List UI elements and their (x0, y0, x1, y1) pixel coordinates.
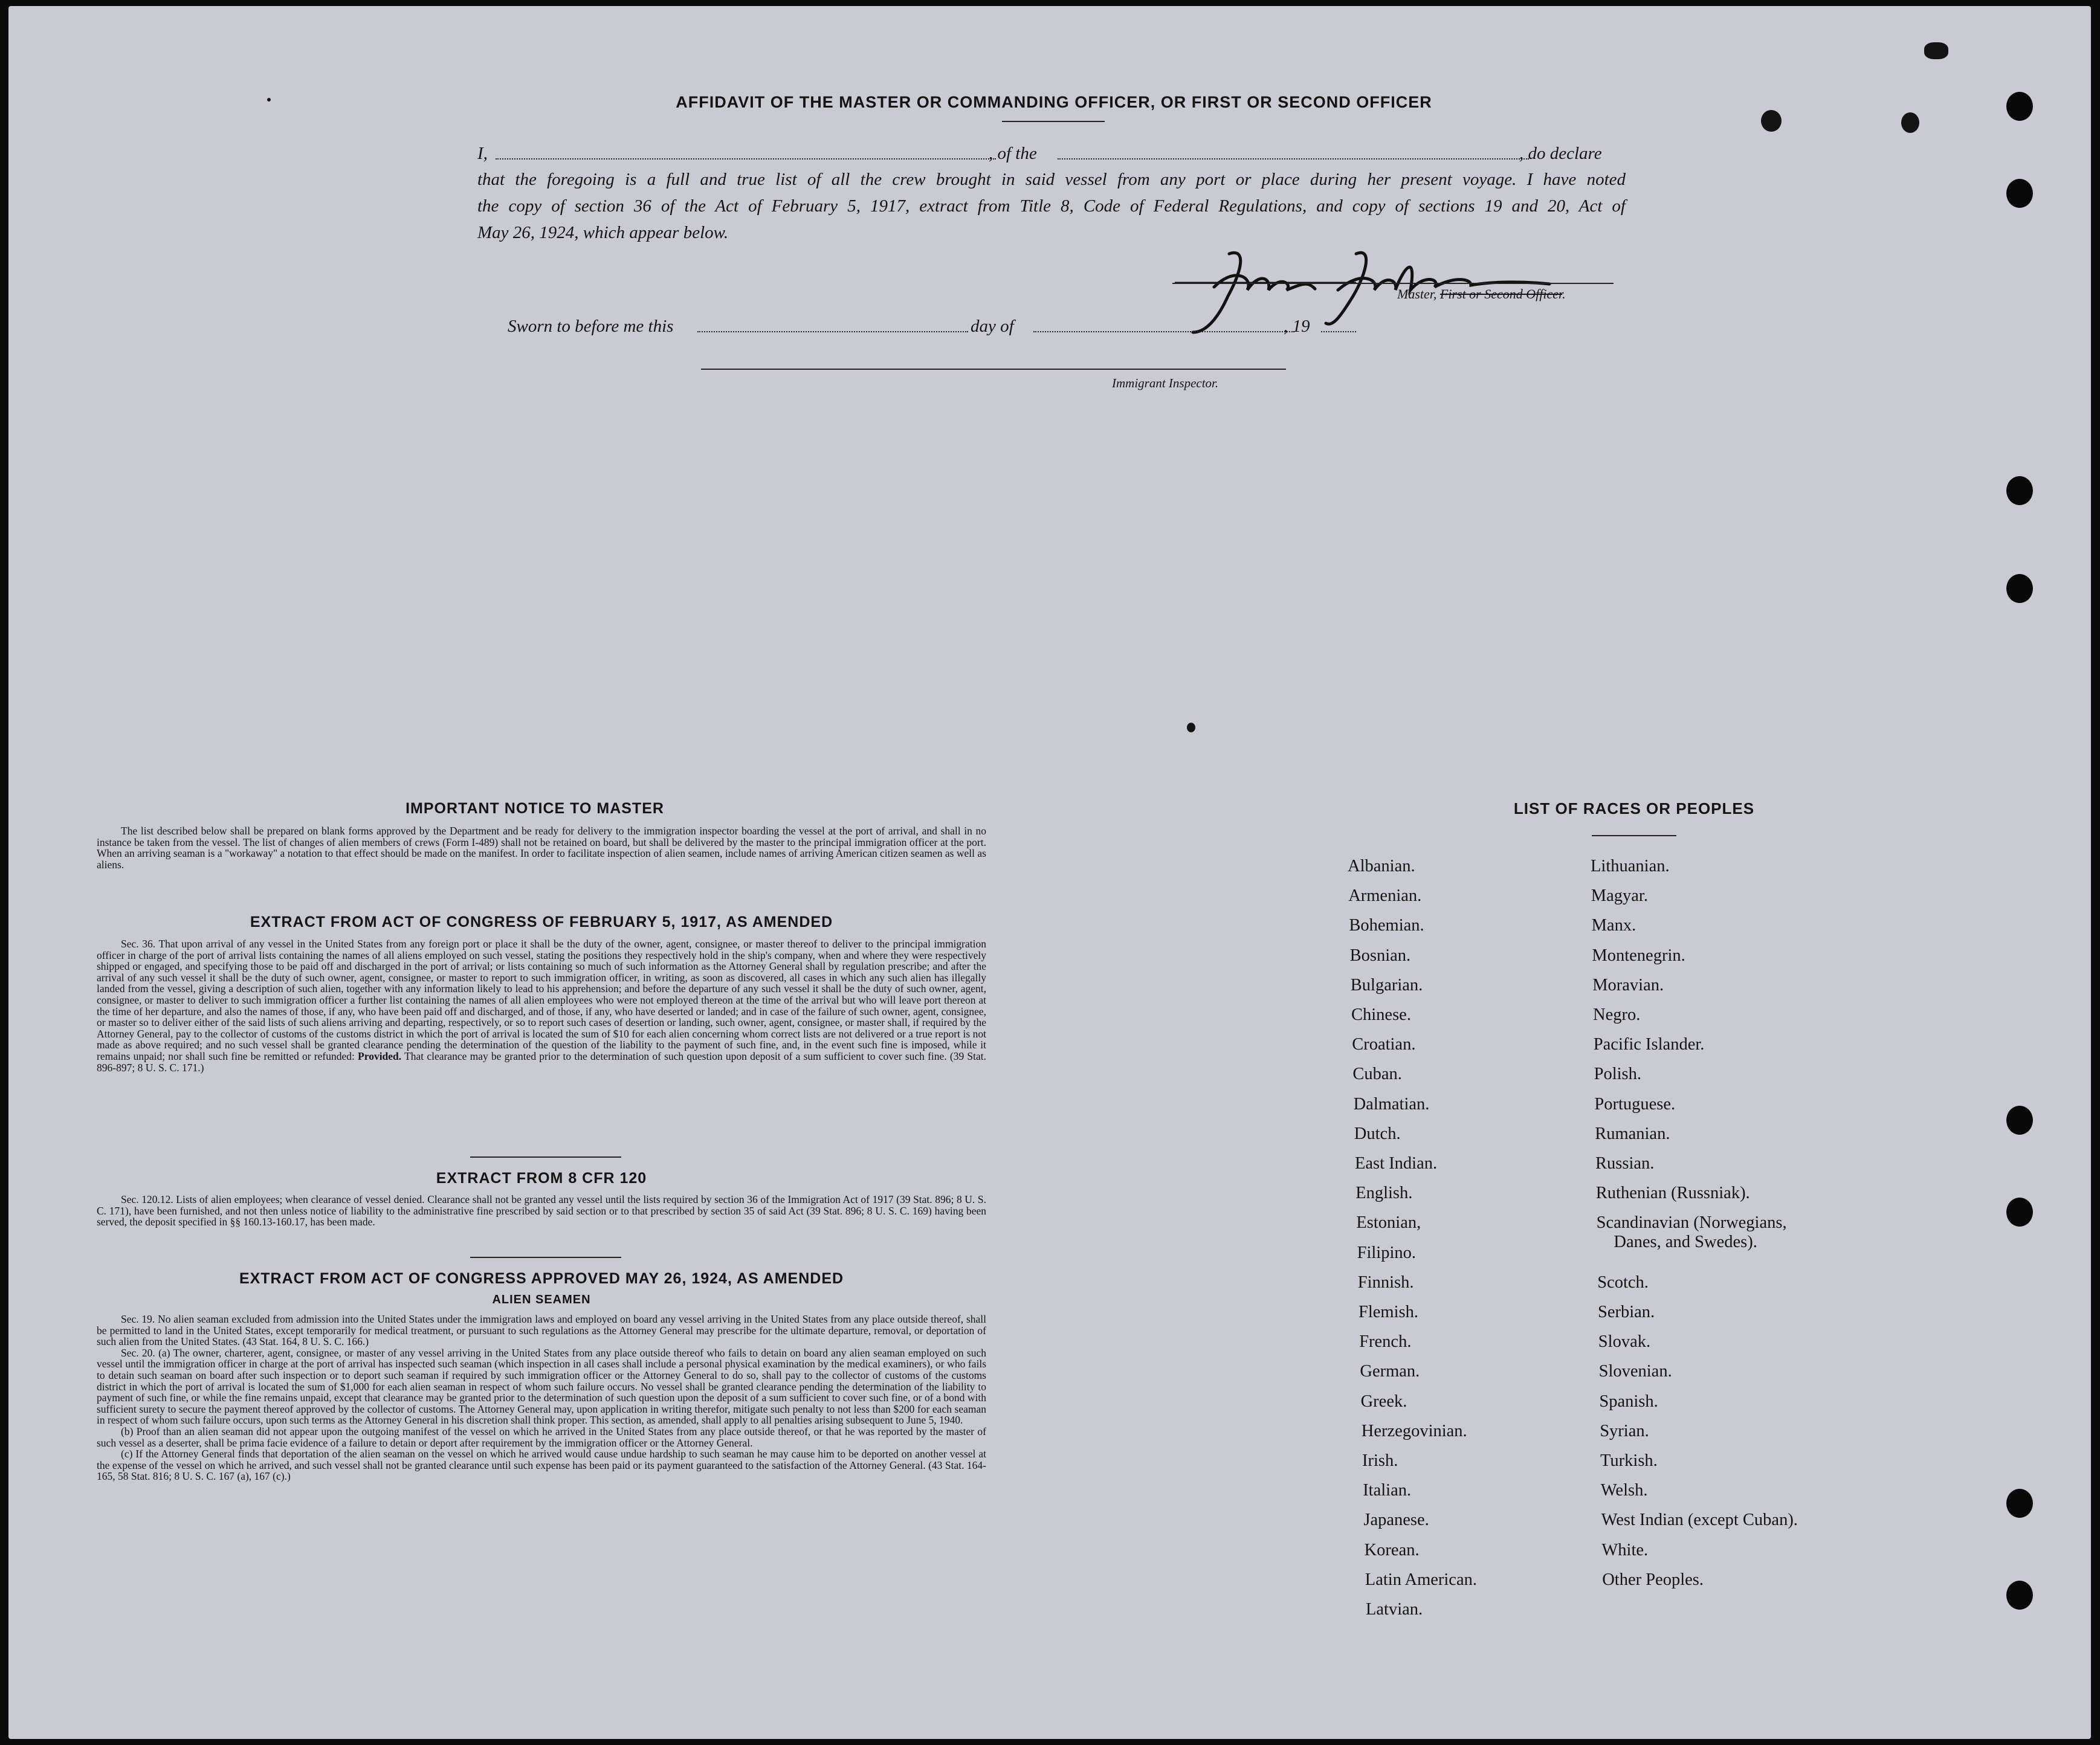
race-item: Bosnian. (1349, 946, 1411, 965)
race-item: French. (1359, 1332, 1412, 1352)
race-item: Spanish. (1599, 1392, 1658, 1411)
sworn-year-field-line[interactable] (1321, 331, 1356, 332)
declaration-line-2: the copy of section 36 of the Act of February 5, 1917, extract from Title 8, Code of Federal Regulations, and copy of sections 19 and 20, Act of (477, 196, 1626, 216)
race-item: Flemish. (1359, 1303, 1418, 1321)
race-item: West Indian (except Cuban). (1601, 1511, 1798, 1530)
race-item: Latvian. (1366, 1600, 1423, 1619)
extract-1924-title: EXTRACT FROM ACT OF CONGRESS APPROVED MAY 26, 1924, AS AMENDED (239, 1270, 844, 1287)
struck-role: First or Second Officer (1439, 286, 1563, 302)
race-item: Syrian. (1600, 1421, 1649, 1440)
race-item: Ruthenian (Russniak). (1595, 1184, 1750, 1203)
race-item: Negro. (1593, 1005, 1641, 1024)
document-page (8, 6, 2091, 1739)
race-item: Magyar. (1591, 886, 1648, 906)
race-item: Greek. (1360, 1392, 1407, 1411)
sworn-month-field-line[interactable] (1033, 331, 1294, 332)
race-item: Italian. (1363, 1481, 1412, 1500)
race-item: Croatian. (1352, 1035, 1416, 1054)
inspector-label: Immigrant Inspector. (1112, 376, 1219, 390)
race-item: Scandinavian (Norwegians, (1596, 1213, 1787, 1233)
ink-spot (1924, 42, 1948, 59)
races-title-underline (1592, 835, 1676, 836)
race-item: Japanese. (1363, 1511, 1429, 1530)
extract-cfr-title: EXTRACT FROM 8 CFR 120 (436, 1170, 647, 1187)
race-item: Scotch. (1597, 1272, 1649, 1292)
punch-hole (2006, 1198, 2033, 1227)
declaration-line-1: that the foregoing is a full and true list of all the crew brought in said vessel from any port or place during her present voyage. I have noted (477, 170, 1626, 189)
race-item: Montenegrin. (1592, 946, 1685, 965)
declaration-line-3: May 26, 1924, which appear below. (477, 223, 729, 242)
section-divider (470, 1156, 621, 1158)
race-item: English. (1355, 1184, 1413, 1203)
ink-spot (1187, 723, 1195, 732)
race-item: Portuguese. (1594, 1094, 1676, 1114)
punch-hole (2006, 1581, 2033, 1610)
punch-hole (2006, 179, 2033, 208)
race-item: Armenian. (1348, 886, 1422, 906)
ink-spot (267, 98, 271, 102)
race-item: Albanian. (1348, 857, 1415, 876)
race-item: Slovak. (1598, 1332, 1651, 1352)
race-item: Pacific Islander. (1593, 1035, 1705, 1054)
race-item: Bulgarian. (1350, 975, 1423, 995)
day-of-label: day of (971, 317, 1014, 336)
race-item: German. (1360, 1362, 1420, 1381)
notice-body: The list described below shall be prepared on blank forms approved by the Department and be ready for delivery to the immigration inspector boarding the vessel at the port of arrival, and shall in no instance be taken from the vessel. The list of changes of alien members of crews (Form I-489) shall not be retained on board, but shall be delivered by the master to the principal immigration officer at the port. When an arriving seaman is a "workaway" a notation to that effect should be made on the manifest. In order to facilitate inspection of alien seamen, include names of arriving American citizen seamen as well as aliens. (97, 825, 986, 871)
section-divider (470, 1257, 621, 1258)
race-item: Danes, and Swedes). (1614, 1233, 1757, 1252)
punch-hole (2006, 1489, 2033, 1518)
do-declare-label: , do declare (1519, 144, 1602, 163)
extract-1924-subtitle: ALIEN SEAMEN (492, 1293, 591, 1306)
year-label: , 19 (1284, 317, 1310, 336)
race-item: Herzegovinian. (1361, 1421, 1467, 1440)
race-item: Dutch. (1354, 1124, 1401, 1143)
notice-title: IMPORTANT NOTICE TO MASTER (405, 800, 664, 817)
race-item: Dalmatian. (1353, 1094, 1430, 1114)
race-item: Estonian, (1356, 1213, 1421, 1233)
ink-spot (1761, 110, 1782, 132)
ink-spot (1901, 112, 1919, 133)
race-item: Welsh. (1600, 1481, 1648, 1500)
title-underline (1002, 121, 1105, 122)
extract-1924-body (97, 1314, 986, 1482)
race-item: Cuban. (1352, 1065, 1402, 1084)
punch-hole (2006, 92, 2033, 121)
affidavit-title: AFFIDAVIT OF THE MASTER OR COMMANDING OFFICER, OR FIRST OR SECOND OFFICER (676, 93, 1432, 111)
race-item: Turkish. (1600, 1451, 1658, 1470)
race-item: Latin American. (1365, 1570, 1477, 1589)
extract-1917-body: Sec. 36. That upon arrival of any vessel in the United States from any foreign port or place it shall be the duty of the owner, agent, consignee, or master thereof to deliver to the principal immigration officer in charge of the port of arrival lists containing the names of all aliens employed on such vessel, stating the positions they respectively hold in the ship's company, when and where they were respectively shipped or engaged, and specifying those to be paid off and discharged in the port of arrival; or lists containing so much of such information as the Attorney General shall by regulation prescribe; and after the arrival of any such vessel it shall be the duty of such owner, agent, consignee, or master to report to such immigration officer, in writing, as soon as discovered, all cases in which any such alien has illegally landed from the vessel, giving a description of such alien, together with any information likely to lead to his apprehension; and before the departure of any such vessel it shall be the duty of such owner, agent, consignee, or master to deliver to such immigration officer a further list containing the names of all alien employees who were not employed thereon at the time of the arrival but who will leave port thereon at the time of her departure, and also the names of those, if any, who have been paid off and discharged, and of those, if any, who have deserted or landed; and in case of the failure of such owner, agent, consignee, or master so to deliver either of the said lists of such aliens arriving and departing, respectively, or so to report such cases of desertion or landing, such owner, agent, consignee, or master shall, if required by the Attorney General, pay to the collector of customs of the customs district in which the port of arrival is located the sum of $10 for each alien concerning whom correct lists are not delivered or a true report is not made as above required; and no such vessel shall be granted clearance pending the determination of the question of the liability to the payment of such fine, and, in the event such fine is imposed, while it remains unpaid; nor shall such fine be remitted or refunded: Provided. That clearance may be granted prior to the determination of such question upon deposit of a sum sufficient to cover such fine. (39 Stat. 896-897; 8 U. S. C. 171.) (97, 938, 987, 1074)
race-item: Chinese. (1351, 1005, 1411, 1024)
sec-19: Sec. 19. No alien seaman excluded from admission into the United States under the immigration laws and employed on board any vessel arriving in the United States from any place outside thereof, shall be permitted to land in the United States, except temporarily for medical treatment, or pursuant to such regulations as the Attorney General may prescribe for the ultimate departure, removal, or deportation of such alien from the United States. (43 Stat. 164, 8 U. S. C. 166.) (97, 1313, 986, 1348)
race-item: East Indian. (1355, 1154, 1438, 1173)
extract-1917-title: EXTRACT FROM ACT OF CONGRESS OF FEBRUARY 5, 1917, AS AMENDED (250, 914, 833, 931)
race-item: Korean. (1364, 1540, 1420, 1560)
race-item: Other Peoples. (1602, 1570, 1704, 1589)
signature-line (1172, 283, 1614, 284)
punch-hole (2006, 476, 2033, 505)
race-item: Bohemian. (1349, 916, 1424, 935)
race-item: Rumanian. (1595, 1124, 1670, 1143)
punch-hole (2006, 574, 2033, 603)
race-item: White. (1601, 1540, 1649, 1560)
signature-role: Master, First or Second Officer. (1397, 286, 1566, 302)
sec-20b: (b) Proof than an alien seaman did not appear upon the outgoing manifest of the vessel on which he arrived in the United States from any place outside thereof, or that he was reported by the master of such vessel as a deserter, shall be prima facie evidence of a failure to detain or deport after requirement by the immigration officer or the Attorney General. (97, 1425, 986, 1449)
sworn-day-field-line[interactable] (697, 331, 968, 332)
sec-20a: Sec. 20. (a) The owner, charterer, agent, consignee, or master of any vessel arriving in the United States from any place outside thereof who fails to detain on board any alien seaman employed on such vessel until the immigration officer in charge at the port of arrival has inspected such seaman (which inspection in all cases shall include a personal physical examination by the medical examiners), or who fails to detain such seaman on board after such inspection or to deport such seaman if required by such immigration officer or the Attorney General to do so, shall pay to the collector of customs of the customs district in which the port of arrival is located the sum of $1,000 for each alien seaman in respect of whom such failure occurs. No vessel shall be granted clearance pending the determination of the liability to payment of such fine, or while the fine remains unpaid, except that clearance may be granted prior to the determination of such question upon the deposit of a sum sufficient to cover such fine, or of a bond with sufficient surety to secure the payment thereof approved by the collector of customs. The Attorney General may, upon application in writing therefor, mitigate such penalty to not less than $200 for each seaman in respect of whom such failure occurs, upon such terms as the Attorney General in his discretion shall think proper. This section, as amended, shall apply to all penalties arising subsequent to June 5, 1940. (97, 1346, 986, 1427)
punch-hole (2006, 1106, 2033, 1135)
name-field-line[interactable] (496, 158, 996, 160)
i-label: I, (477, 144, 488, 163)
races-title: LIST OF RACES OR PEOPLES (1513, 799, 1755, 818)
race-item: Polish. (1594, 1065, 1641, 1084)
race-item: Manx. (1591, 916, 1636, 935)
race-item: Finnish. (1357, 1272, 1414, 1292)
sec-20c: (c) If the Attorney General finds that deportation of the alien seaman on the vessel on which he arrived would cause undue hardship to such seaman he may cause him to be deported on another vessel at the expense of the vessel on which he arrived, and such vessel shall not be granted clearance until such expense has been paid or its payment guaranteed to the satisfaction of the Attorney General. (43 Stat. 164-165, 58 Stat. 816; 8 U. S. C. 167 (a), 167 (c).) (97, 1448, 986, 1483)
extract-cfr-body: Sec. 120.12. Lists of alien employees; when clearance of vessel denied. Clearance shall not be granted any vessel until the lists required by section 36 of the Immigration Act of 1917 (39 Stat. 896; 8 U. S. C. 171), have been furnished, and not then unless notice of liability to the administrative fine prescribed by said section or to that prescribed by section 35 of said Act (39 Stat. 896; 8 U. S. C. 169) having been served, the deposit specified in §§ 160.13-160.17, has been made. (97, 1193, 986, 1228)
race-item: Serbian. (1598, 1303, 1655, 1321)
race-item: Moravian. (1592, 975, 1664, 995)
race-item: Filipino. (1357, 1243, 1416, 1262)
of-the-label: , of the (989, 144, 1037, 163)
race-item: Russian. (1595, 1154, 1655, 1173)
sworn-label: Sworn to before me this (508, 317, 674, 336)
race-item: Lithuanian. (1591, 857, 1670, 876)
inspector-signature-line (701, 369, 1286, 370)
race-item: Irish. (1362, 1451, 1398, 1470)
race-item: Slovenian. (1598, 1362, 1672, 1381)
vessel-field-line[interactable] (1058, 158, 1529, 160)
